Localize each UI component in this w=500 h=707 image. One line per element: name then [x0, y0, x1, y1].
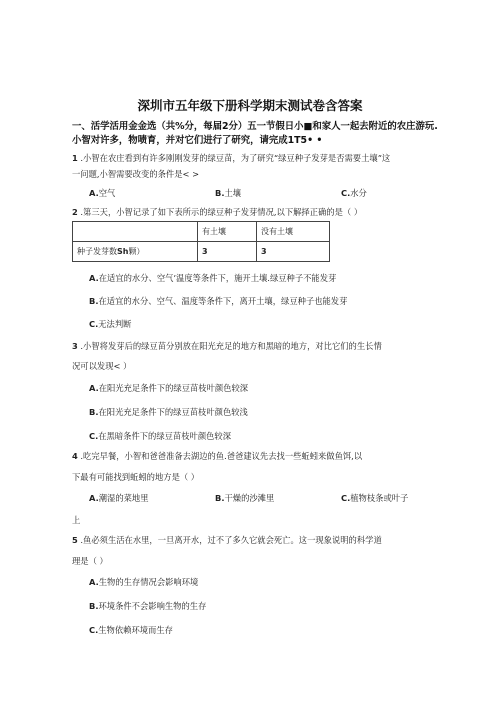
question-3-option-a: A.在阳光充足条件下的绿豆苗枝叶颜色较深	[89, 383, 249, 393]
question-2-stem: .第三天，小智记录了如下表所示的绿豆种子发芽情况,以下解择正确的是（ ）	[80, 207, 363, 217]
section-heading-line-2: 小智对许多，物啧育，并对它们进行了研究，请完成1T5• •	[72, 135, 323, 146]
question-2	[72, 206, 362, 218]
question-3-stem-cont: 况可以发现< ）	[72, 361, 132, 371]
question-1-option-c: C.水分	[341, 188, 367, 198]
table-cell-without-soil: 3	[257, 242, 330, 262]
section-heading-line-1: 一、活学活用金金选（共%分，每届2分）五一节假日小■和家人一起去附近的农庄游玩.	[72, 121, 438, 132]
table-row-label: 种子发芽数Sh颗）	[73, 242, 198, 262]
page-title: 深圳市五年级下册科学期末测试卷含答案	[137, 98, 363, 113]
question-4	[72, 450, 362, 462]
table-header-without-soil: 没有土壤	[257, 222, 330, 242]
question-2-option-b: B.在适宜的水分、空气、温度等条件下，离开土壤，绿豆种子也能发芽	[89, 296, 348, 306]
question-5	[72, 534, 382, 546]
question-3-number: 3	[72, 341, 78, 351]
question-1-option-b: B.土壤	[215, 188, 242, 198]
question-1	[72, 152, 390, 164]
question-5-option-c: C.生物依赖环境而生存	[89, 625, 173, 635]
question-5-number: 5	[72, 535, 78, 545]
question-2-number: 2	[72, 207, 78, 217]
question-3	[72, 340, 382, 352]
question-5-stem: .鱼必须生活在水里，一旦离开水，过不了多久它就会死亡。这一现象说明的科学道	[80, 535, 382, 545]
table-header-with-soil: 有土壤	[198, 222, 257, 242]
question-2-option-c: C.无法判断	[89, 319, 132, 329]
table-row	[73, 242, 330, 262]
question-4-option-c: C.植物枝条或叶子	[341, 493, 409, 503]
question-1-stem-cont: 一问题,小智需要改变的条件是< >	[72, 169, 200, 179]
question-3-option-c: C.在黑暗条件下的绿豆苗枝叶颜色较深	[89, 431, 232, 441]
question-4-option-b: B.干燥的沙滩里	[215, 493, 275, 503]
question-5-option-a: A.生物的生存情况会影响环境	[89, 577, 199, 587]
germination-table	[72, 221, 330, 262]
table-cell-with-soil: 3	[198, 242, 257, 262]
question-1-option-a: A.空气	[89, 188, 116, 198]
question-2-option-a: A.在适宜的水分、空气’温度等条件下，施开土壤.绿豆种子不能发芽	[89, 273, 337, 283]
question-4-stem: .吃完早餐，小智和爸爸准备去湖边的鱼.爸爸建议先去找一些蚯蚓来做鱼饵,以	[80, 451, 363, 461]
table-header-empty	[73, 222, 198, 242]
table-row	[73, 222, 330, 242]
question-3-stem: .小智将发芽后的绿豆苗分别放在阳光充足的地方和黑暗的地方，对比它们的生长情	[80, 341, 382, 351]
question-3-option-b: B.在阳光充足条件下的绿豆苗枝叶颜色较浅	[89, 407, 248, 417]
question-1-stem: .小智在农庄看到有许多刚刚发芽的绿豆苗，为了研究“绿豆种子发芽是否需要土壤”这	[80, 153, 391, 163]
question-5-option-b: B.环境条件不会影响生物的生存	[89, 601, 207, 611]
question-5-stem-cont: 理是（ ）	[72, 556, 108, 566]
question-4-option-c-cont: 上	[72, 515, 81, 525]
question-4-stem-cont: 下最有可能找到蚯蚓的地方是（ ）	[72, 472, 200, 482]
question-4-number: 4	[72, 451, 78, 461]
question-1-number: 1	[72, 153, 78, 163]
question-4-option-a: A.潮湿的菜地里	[89, 493, 149, 503]
